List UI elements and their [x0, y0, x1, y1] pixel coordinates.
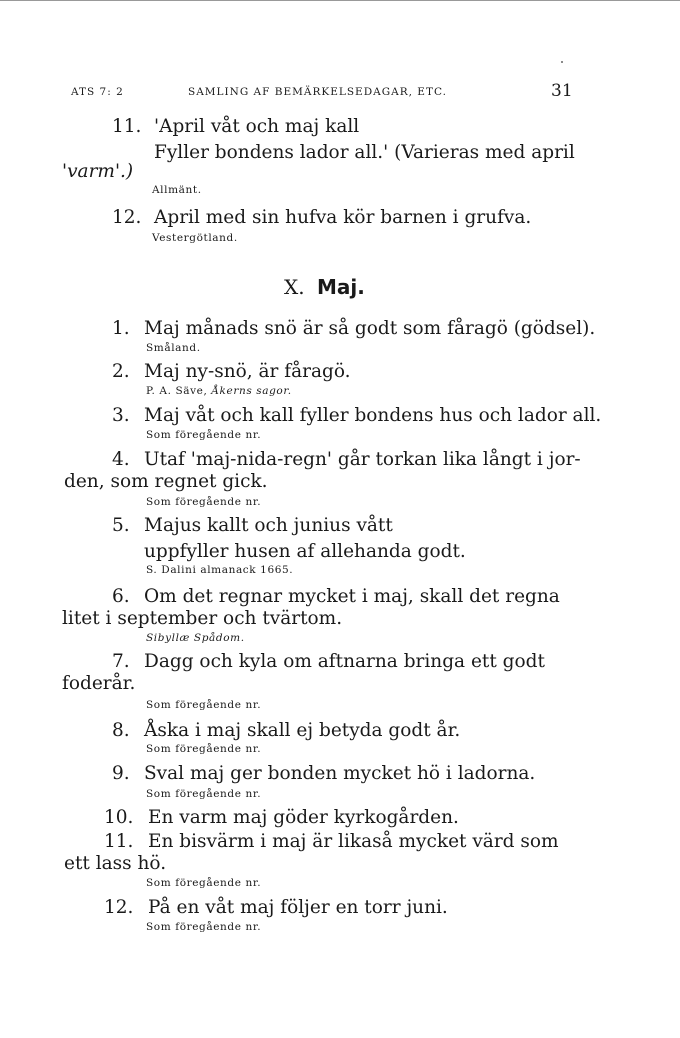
- entry-number: 5.: [112, 515, 130, 536]
- entry-source: Som föregående nr.: [146, 699, 262, 711]
- source-title: Åkerns sagor.: [211, 385, 292, 397]
- entry-text: En varm maj göder kyrkogården.: [148, 807, 459, 828]
- entry-number: 9.: [112, 763, 130, 784]
- entry-text: Utaf 'maj-nida-regn' går torkan lika långt i jor-: [144, 449, 581, 470]
- section-numeral: X.: [284, 275, 305, 299]
- entry-text: Maj ny-snö, är fåragö.: [144, 361, 351, 382]
- entry-source: Som föregående nr.: [146, 429, 262, 441]
- scan-speck: [561, 61, 563, 63]
- section-name: Maj.: [316, 275, 365, 299]
- entry-source: Allmänt.: [152, 184, 202, 196]
- entry-source: Som föregående nr.: [146, 877, 262, 889]
- header-signature: ATS 7: 2: [71, 86, 124, 98]
- entry-text: litet i september och tvärtom.: [62, 608, 343, 629]
- entry-text: Dagg och kyla om aftnarna bringa ett godt: [144, 651, 545, 672]
- entry-number: 4.: [112, 449, 130, 470]
- entry-source: [146, 384, 292, 398]
- entry-source: S. Dalini almanack 1665.: [146, 564, 294, 576]
- entry-number: 11.: [112, 116, 142, 137]
- entry-text: 'April våt och maj kall: [154, 116, 360, 137]
- entry-number: 1.: [112, 318, 130, 339]
- entry-text: April med sin hufva kör barnen i grufva.: [154, 207, 532, 228]
- entry-text: Maj våt och kall fyller bondens hus och lador all.: [144, 405, 602, 426]
- entry-number: 6.: [112, 586, 130, 607]
- entry-number: 3.: [112, 405, 130, 426]
- entry-number: 12.: [112, 207, 142, 228]
- entry-text: ett lass hö.: [64, 853, 167, 874]
- entry-text: 'varm'.): [62, 161, 134, 182]
- entry-number: 12.: [104, 897, 134, 918]
- entry-number: 10.: [104, 807, 134, 828]
- entry-source: Vestergötland.: [152, 232, 238, 244]
- entry-source: Som föregående nr.: [146, 921, 262, 933]
- source-author: P. A. Säve,: [146, 385, 208, 397]
- entry-text: På en våt maj följer en torr juni.: [148, 897, 448, 918]
- entry-text: Om det regnar mycket i maj, skall det regna: [144, 586, 560, 607]
- entry-source: Som föregående nr.: [146, 743, 262, 755]
- entry-source: Småland.: [146, 342, 201, 354]
- entry-text: Sval maj ger bonden mycket hö i ladorna.: [144, 763, 536, 784]
- entry-text: Åska i maj skall ej betyda godt år.: [144, 720, 461, 741]
- entry-text: Maj månads snö är så godt som fåragö (gödsel).: [144, 318, 596, 339]
- entry-text: uppfyller husen af allehanda godt.: [144, 541, 466, 562]
- page-number: 31: [551, 81, 573, 101]
- section-heading: [284, 275, 365, 299]
- entry-text: Fyller bondens lador all.' (Varieras med april: [154, 142, 575, 163]
- entry-text: den, som regnet gick.: [64, 471, 268, 492]
- entry-number: 7.: [112, 651, 130, 672]
- entry-number: 11.: [104, 831, 134, 852]
- scan-top-edge: [0, 0, 680, 1]
- entry-number: 2.: [112, 361, 130, 382]
- entry-text: En bisvärm i maj är likaså mycket värd som: [148, 831, 559, 852]
- entry-text: foderår.: [62, 673, 136, 694]
- entry-source: Som föregående nr.: [146, 496, 262, 508]
- entry-source: Sibyllæ Spådom.: [146, 632, 245, 644]
- entry-text: Majus kallt och junius vått: [144, 515, 393, 536]
- running-title: SAMLING AF BEMÄRKELSEDAGAR, ETC.: [188, 86, 447, 98]
- entry-number: 8.: [112, 720, 130, 741]
- entry-source: Som föregående nr.: [146, 788, 262, 800]
